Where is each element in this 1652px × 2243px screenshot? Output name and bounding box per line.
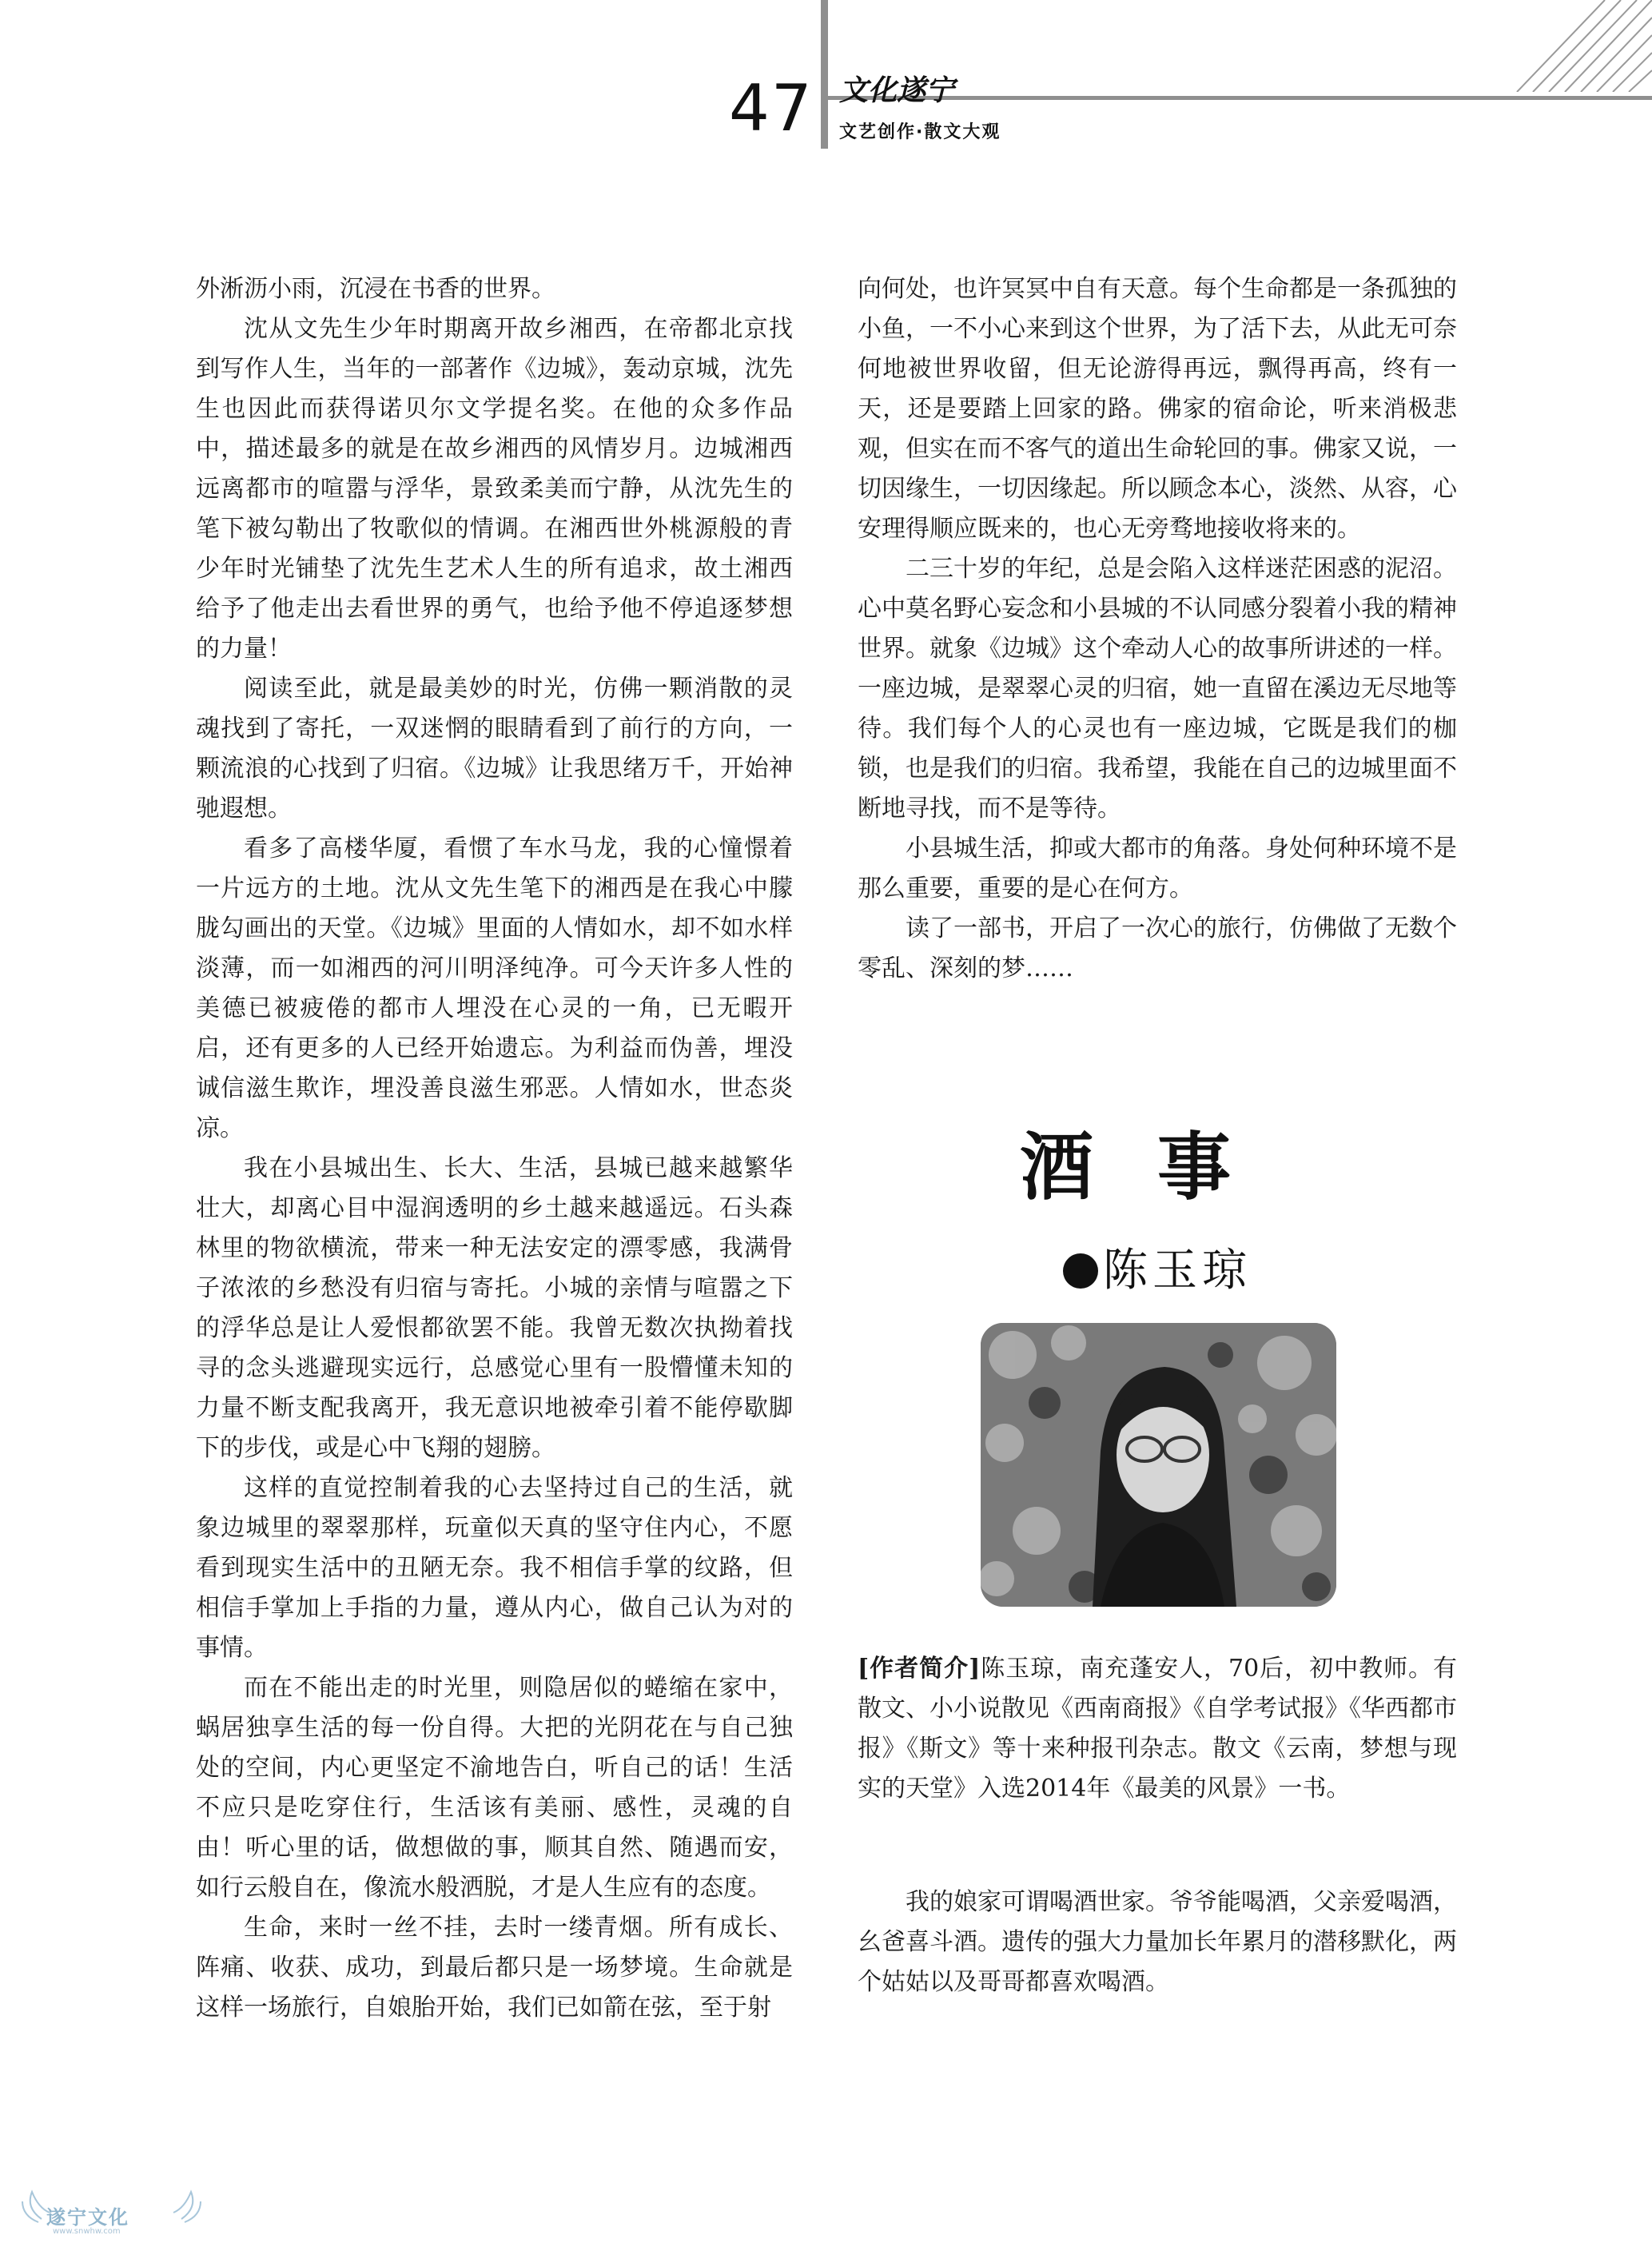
section-title: 文化遂宁	[839, 74, 955, 107]
watermark-text: 遂宁文化	[46, 2206, 129, 2229]
article-body	[858, 1882, 1457, 2002]
paragraph: 外淅沥小雨，沉浸在书香的世界。	[196, 275, 555, 303]
left-column	[196, 269, 793, 2028]
paragraph: 读了一部书，开启了一次心的旅行，仿佛做了无数个零乱、深刻的梦……	[858, 914, 1457, 982]
watermark-url: www.snwhw.com	[53, 2227, 121, 2236]
page-number: 47	[729, 71, 814, 145]
paragraph: 这样的直觉控制着我的心去坚持过自己的生活，就象边城里的翠翠那样，玩童似天真的坚守住内心，不愿看到现实生活中的丑陋无奈。我不相信手掌的纹路，但相信手掌加上手指的力量，遵从内心，做自己认为对的事情。	[196, 1474, 793, 1662]
bio-text: 陈玉琼，南充蓬安人，70后，初中教师。有散文、小小说散见《西南商报》《自学考试报》《华西都市报》《斯文》等十来种报刊杂志。散文《云南，梦想与现实的天堂》入选2014年《最美的风景》一书。	[858, 1655, 1457, 1803]
header-vertical-rule	[821, 0, 828, 149]
author-bio	[858, 1649, 1457, 1809]
right-column-continuation	[858, 269, 1457, 989]
author-name: 陈玉琼	[1103, 1245, 1252, 1297]
paragraph: 而在不能出走的时光里，则隐居似的蜷缩在家中，蜗居独享生活的每一份自得。大把的光阴花在与自己独处的空间，内心更坚定不渝地告白，听自己的话！生活不应只是吃穿住行，生活该有美丽、感性，灵魂的自由！听心里的话，做想做的事，顺其自然、随遇而安，如行云般自在，像流水般洒脱，才是人生应有的态度。	[196, 1674, 793, 1902]
paragraph: 二三十岁的年纪，总是会陷入这样迷茫困惑的泥沼。心中莫名野心妄念和小县城的不认同感分裂着小我的精神世界。就象《边城》这个牵动人心的故事所讲述的一样。一座边城，是翠翠心灵的归宿，她一直留在溪边无尽地等待。我们每个人的心灵也有一座边城，它既是我们的枷锁，也是我们的归宿。我希望，我能在自己的边城里面不断地寻找，而不是等待。	[858, 555, 1457, 823]
article-author	[858, 1243, 1457, 1299]
paragraph: 我在小县城出生、长大、生活，县城已越来越繁华壮大，却离心目中湿润透明的乡土越来越遥远。石头森林里的物欲横流，带来一种无法安定的漂零感，我满骨子浓浓的乡愁没有归宿与寄托。小城的亲情与喧嚣之下的浮华总是让人爱恨都欲罢不能。我曾无数次执拗着找寻的念头逃避现实远行，总感觉心里有一股懵懂未知的力量不断支配我离开，我无意识地被牵引着不能停歇脚下的步伐，或是心中飞翔的翅膀。	[196, 1154, 793, 1462]
paragraph: 沈从文先生少年时期离开故乡湘西，在帝都北京找到写作人生，当年的一部著作《边城》，轰动京城，沈先生也因此而获得诺贝尔文学提名奖。在他的众多作品中，描述最多的就是在故乡湘西的风情岁月。边城湘西远离都市的喧嚣与浮华，景致柔美而宁静，从沈先生的笔下被勾勒出了牧歌似的情调。在湘西世外桃源般的青少年时光铺垫了沈先生艺术人生的所有追求，故土湘西给予了他走出去看世界的勇气，也给予他不停追逐梦想的力量！	[196, 315, 793, 663]
paragraph: 小县城生活，抑或大都市的角落。身处何种环境不是那么重要，重要的是心在何方。	[858, 835, 1457, 902]
paragraph: 阅读至此，就是最美妙的时光，仿佛一颗消散的灵魂找到了寄托，一双迷惘的眼睛看到了前行的方向，一颗流浪的心找到了归宿。《边城》让我思绪万千，开始神驰遐想。	[196, 675, 793, 823]
header-corner-decoration	[1509, 0, 1652, 92]
paragraph: 向何处，也许冥冥中自有天意。每个生命都是一条孤独的小鱼，一不小心来到这个世界，为了活下去，从此无可奈何地被世界收留，但无论游得再远，飘得再高，终有一天，还是要踏上回家的路。佛家的宿命论，听来消极悲观，但实在而不客气的道出生命轮回的事。佛家又说，一切因缘生，一切因缘起。所以顾念本心，淡然、从容，心安理得顺应既来的，也心无旁骛地接收将来的。	[858, 275, 1457, 543]
paragraph: 看多了高楼华厦，看惯了车水马龙，我的心憧憬着一片远方的土地。沈从文先生笔下的湘西是在我心中朦胧勾画出的天堂。《边城》里面的人情如水，却不如水样淡薄，而一如湘西的河川明泽纯净。可今天许多人性的美德已被疲倦的都市人埋没在心灵的一角，已无暇开启，还有更多的人已经开始遗忘。为利益而伪善，埋没诚信滋生欺诈，埋没善良滋生邪恶。人情如水，世态炎凉。	[196, 835, 793, 1142]
article-title: 酒事	[1019, 1124, 1295, 1210]
author-photo	[981, 1323, 1336, 1607]
paragraph: 生命，来时一丝不挂，去时一缕青烟。所有成长、阵痛、收获、成功，到最后都只是一场梦境。生命就是这样一场旅行，自娘胎开始，我们已如箭在弦，至于射	[196, 1914, 793, 2022]
bio-label: [作者简介]	[858, 1655, 981, 1683]
section-subtitle: 文艺创作·散文大观	[839, 122, 1001, 142]
bullet-dot-icon	[1063, 1253, 1098, 1289]
paragraph: 我的娘家可谓喝酒世家。爷爷能喝酒，父亲爱喝酒，幺爸喜斗酒。遗传的强大力量加长年累月的潜移默化，两个姑姑以及哥哥都喜欢喝酒。	[858, 1888, 1457, 1996]
